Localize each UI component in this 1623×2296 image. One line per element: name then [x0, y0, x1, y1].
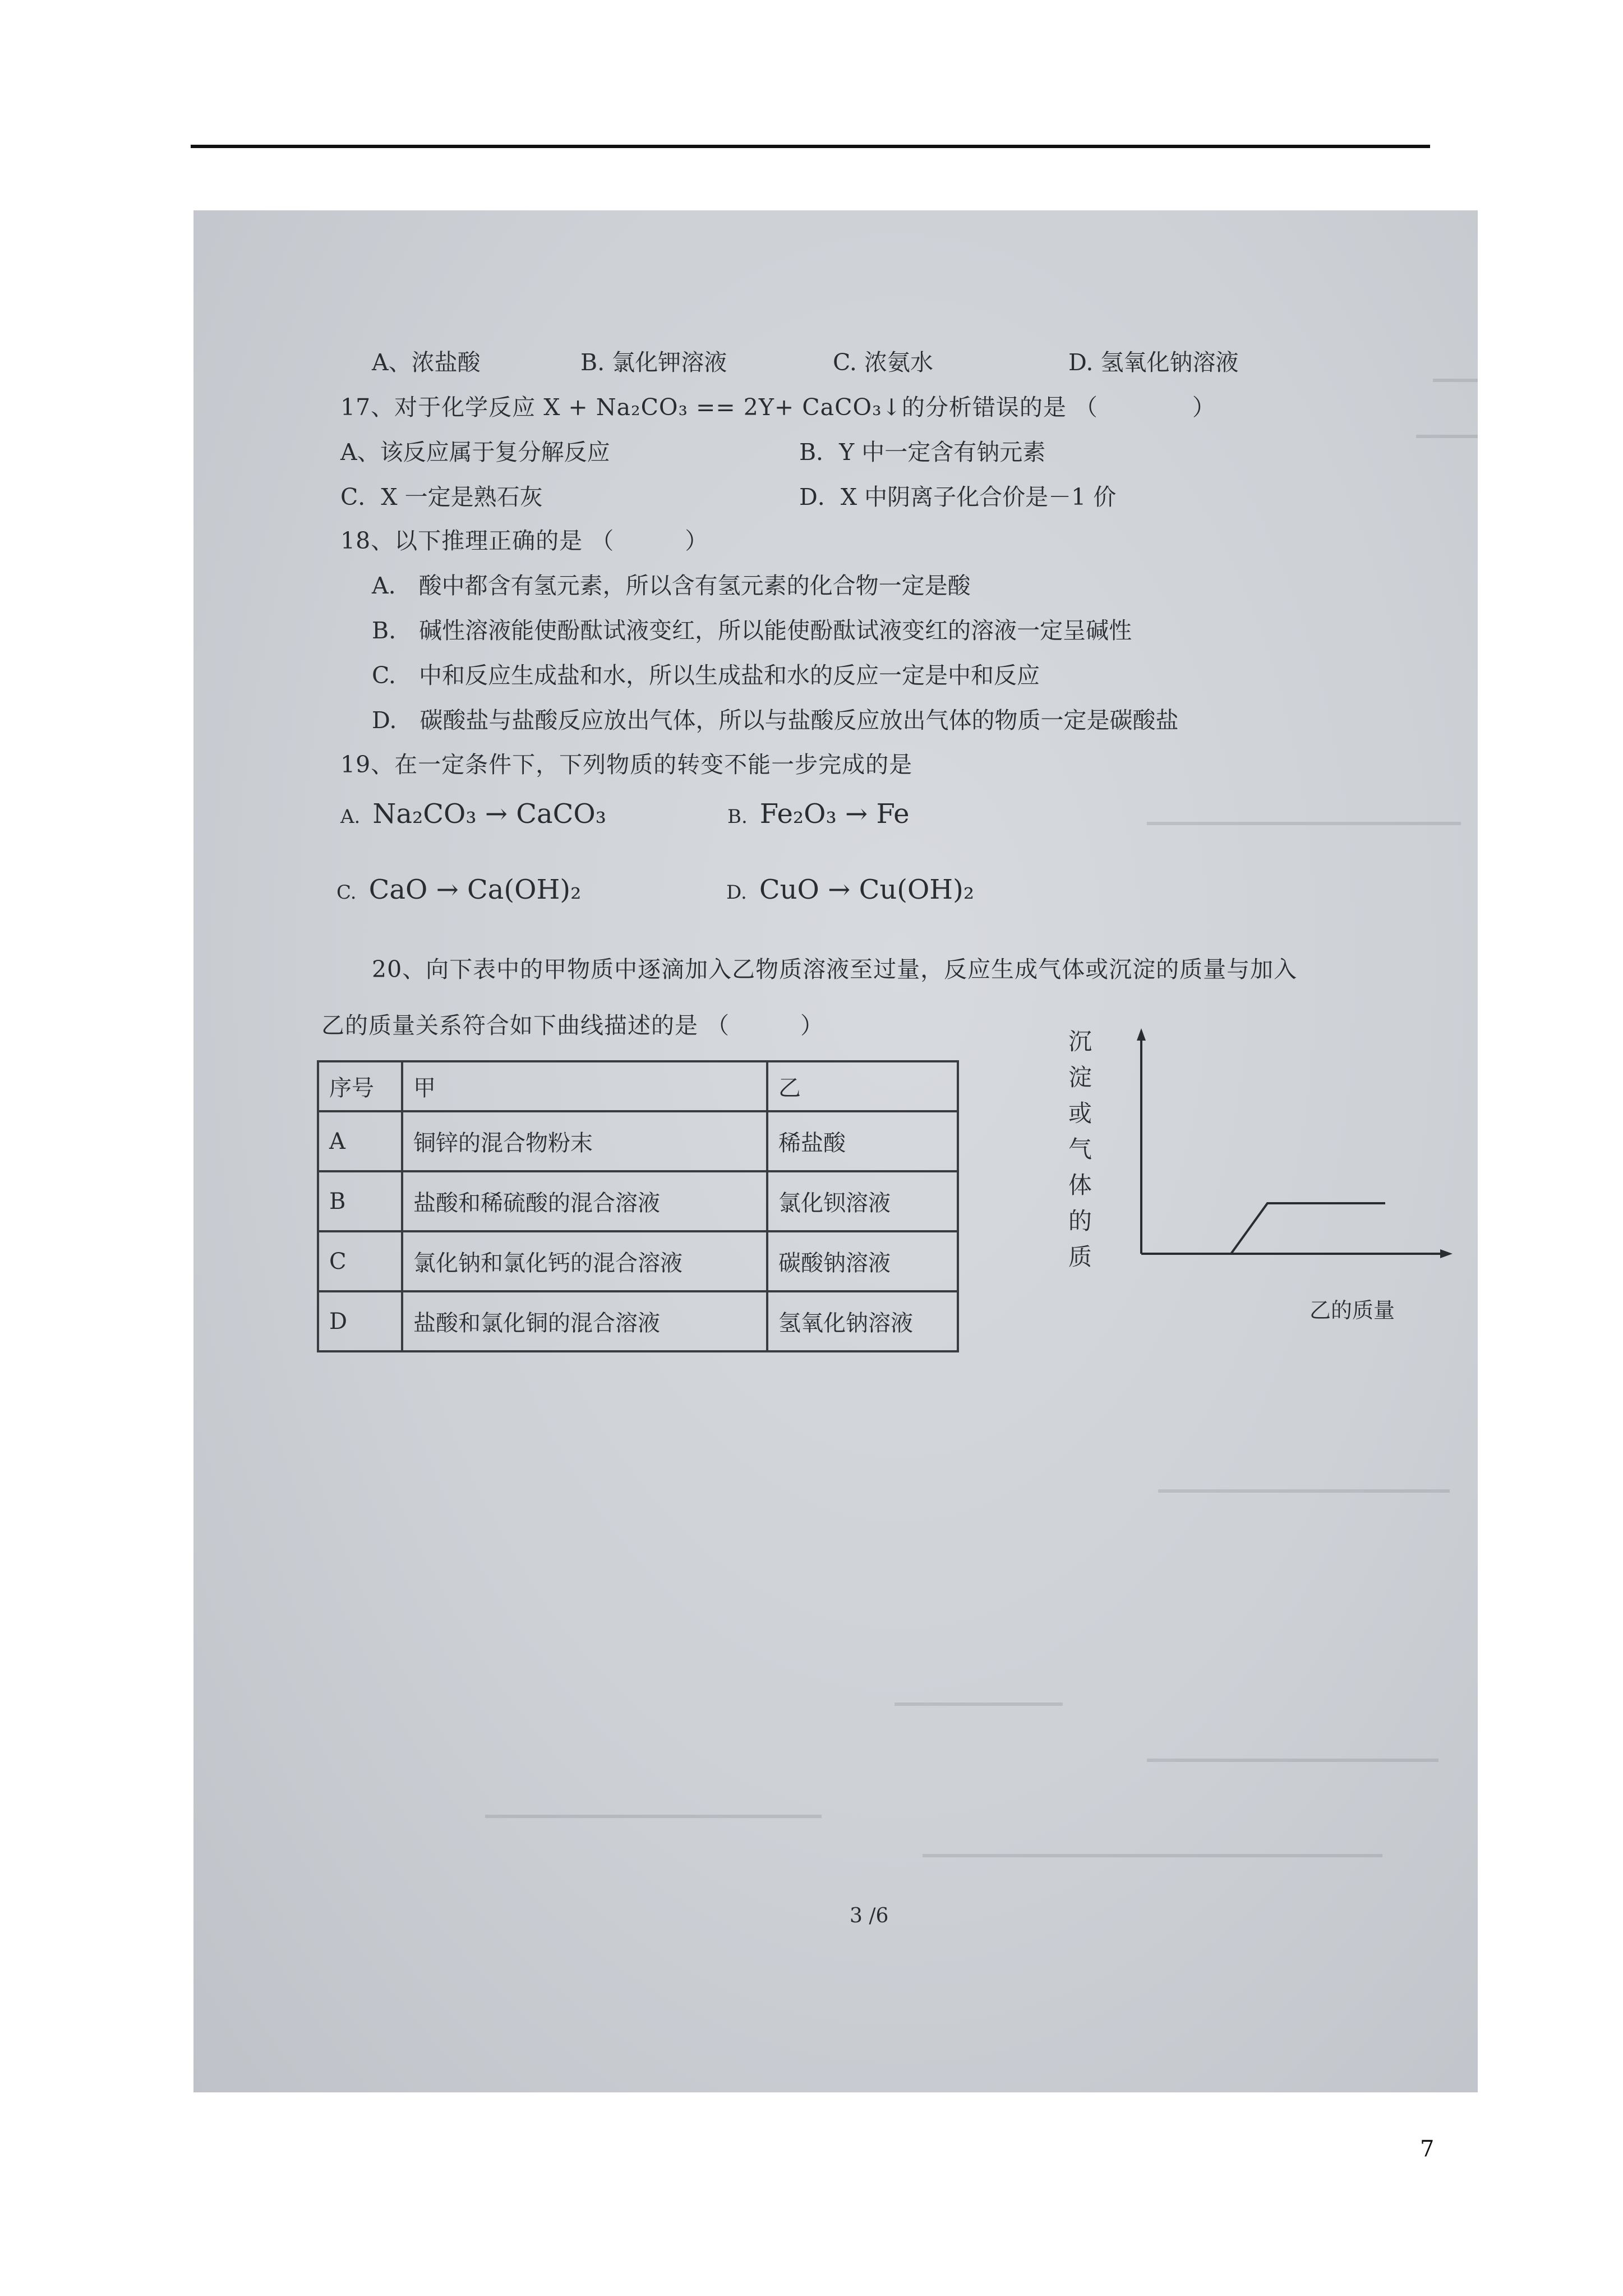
q16-option-a: A、浓盐酸	[372, 349, 481, 376]
q19-option-b: B. Fe₂O₃ → Fe	[727, 798, 910, 830]
inner-page-number: 3 /6	[850, 1904, 889, 1927]
q20-stem-line1: 20、向下表中的甲物质中逐滴加入乙物质溶液至过量，反应生成气体或沉淀的质量与加入	[372, 956, 1298, 983]
q18-option-a: A. 酸中都含有氢元素，所以含有氢元素的化合物一定是酸	[372, 572, 971, 599]
table-header-row	[318, 1061, 958, 1111]
table-cell: 盐酸和稀硫酸的混合溶液	[402, 1171, 767, 1231]
graph-x-arrow	[1440, 1249, 1453, 1258]
q16-option-b: B. 氯化钾溶液	[580, 349, 727, 376]
q17-option-b: B．Y 中一定含有钠元素	[799, 439, 1046, 466]
q17-option-c: C．X 一定是熟石灰	[340, 484, 543, 510]
q19-option-a: A. Na₂CO₃ → CaCO₃	[340, 798, 606, 830]
graph-curve	[1231, 1203, 1385, 1254]
table-row	[318, 1231, 958, 1291]
table-cell: B	[318, 1171, 402, 1231]
q16-option-c: C. 浓氨水	[833, 349, 933, 376]
graph-x-axis-label: 乙的质量	[1310, 1298, 1395, 1323]
table-cell: C	[318, 1231, 402, 1291]
graph-y-arrow	[1137, 1028, 1146, 1041]
page-number: 7	[1420, 2136, 1435, 2162]
table-header: 乙	[767, 1061, 958, 1111]
table-cell: 氯化钡溶液	[767, 1171, 958, 1231]
q17-stem: 17、对于化学反应 X + Na₂CO₃ == 2Y+ CaCO₃↓的分析错误的是 （ ）	[340, 394, 1216, 421]
table-header: 甲	[402, 1061, 767, 1111]
scanned-exam-photo	[193, 210, 1478, 2092]
table-cell: 铜锌的混合物粉末	[402, 1111, 767, 1171]
q18-option-b: B. 碱性溶液能使酚酞试液变红，所以能使酚酞试液变红的溶液一定呈碱性	[372, 617, 1132, 644]
table-cell: 盐酸和氯化铜的混合溶液	[402, 1291, 767, 1351]
q20-stem-line2: 乙的质量关系符合如下曲线描述的是 （ ）	[321, 1012, 824, 1039]
q16-option-d: D. 氢氧化钠溶液	[1068, 349, 1239, 376]
header-rule	[191, 145, 1430, 148]
graph-y-axis-label: 沉 淀 或 气 体 的 质	[1068, 1028, 1092, 1271]
table-cell: 碳酸钠溶液	[767, 1231, 958, 1291]
table-cell: 稀盐酸	[767, 1111, 958, 1171]
q17-option-a: A、该反应属于复分解反应	[340, 439, 610, 466]
table-row	[318, 1291, 958, 1351]
q17-option-d: D．X 中阴离子化合价是－1 价	[799, 484, 1117, 510]
table-cell: 氯化钠和氯化钙的混合溶液	[402, 1231, 767, 1291]
q18-option-c: C. 中和反应生成盐和水，所以生成盐和水的反应一定是中和反应	[372, 662, 1040, 689]
table-cell: A	[318, 1111, 402, 1171]
table-header: 序号	[318, 1061, 402, 1111]
table-row	[318, 1111, 958, 1171]
q19-option-c: C. CaO → Ca(OH)₂	[336, 874, 582, 905]
q19-option-d: D. CuO → Cu(OH)₂	[726, 874, 975, 905]
q18-option-d: D. 碳酸盐与盐酸反应放出气体，所以与盐酸反应放出气体的物质一定是碳酸盐	[372, 707, 1179, 734]
q18-stem: 18、以下推理正确的是 （ ）	[340, 527, 709, 554]
q20-curve-graph	[1113, 1024, 1461, 1287]
table-cell: D	[318, 1291, 402, 1351]
table-row	[318, 1171, 958, 1231]
q20-table	[317, 1060, 959, 1352]
table-cell: 氢氧化钠溶液	[767, 1291, 958, 1351]
q19-stem: 19、在一定条件下，下列物质的转变不能一步完成的是	[340, 751, 913, 778]
